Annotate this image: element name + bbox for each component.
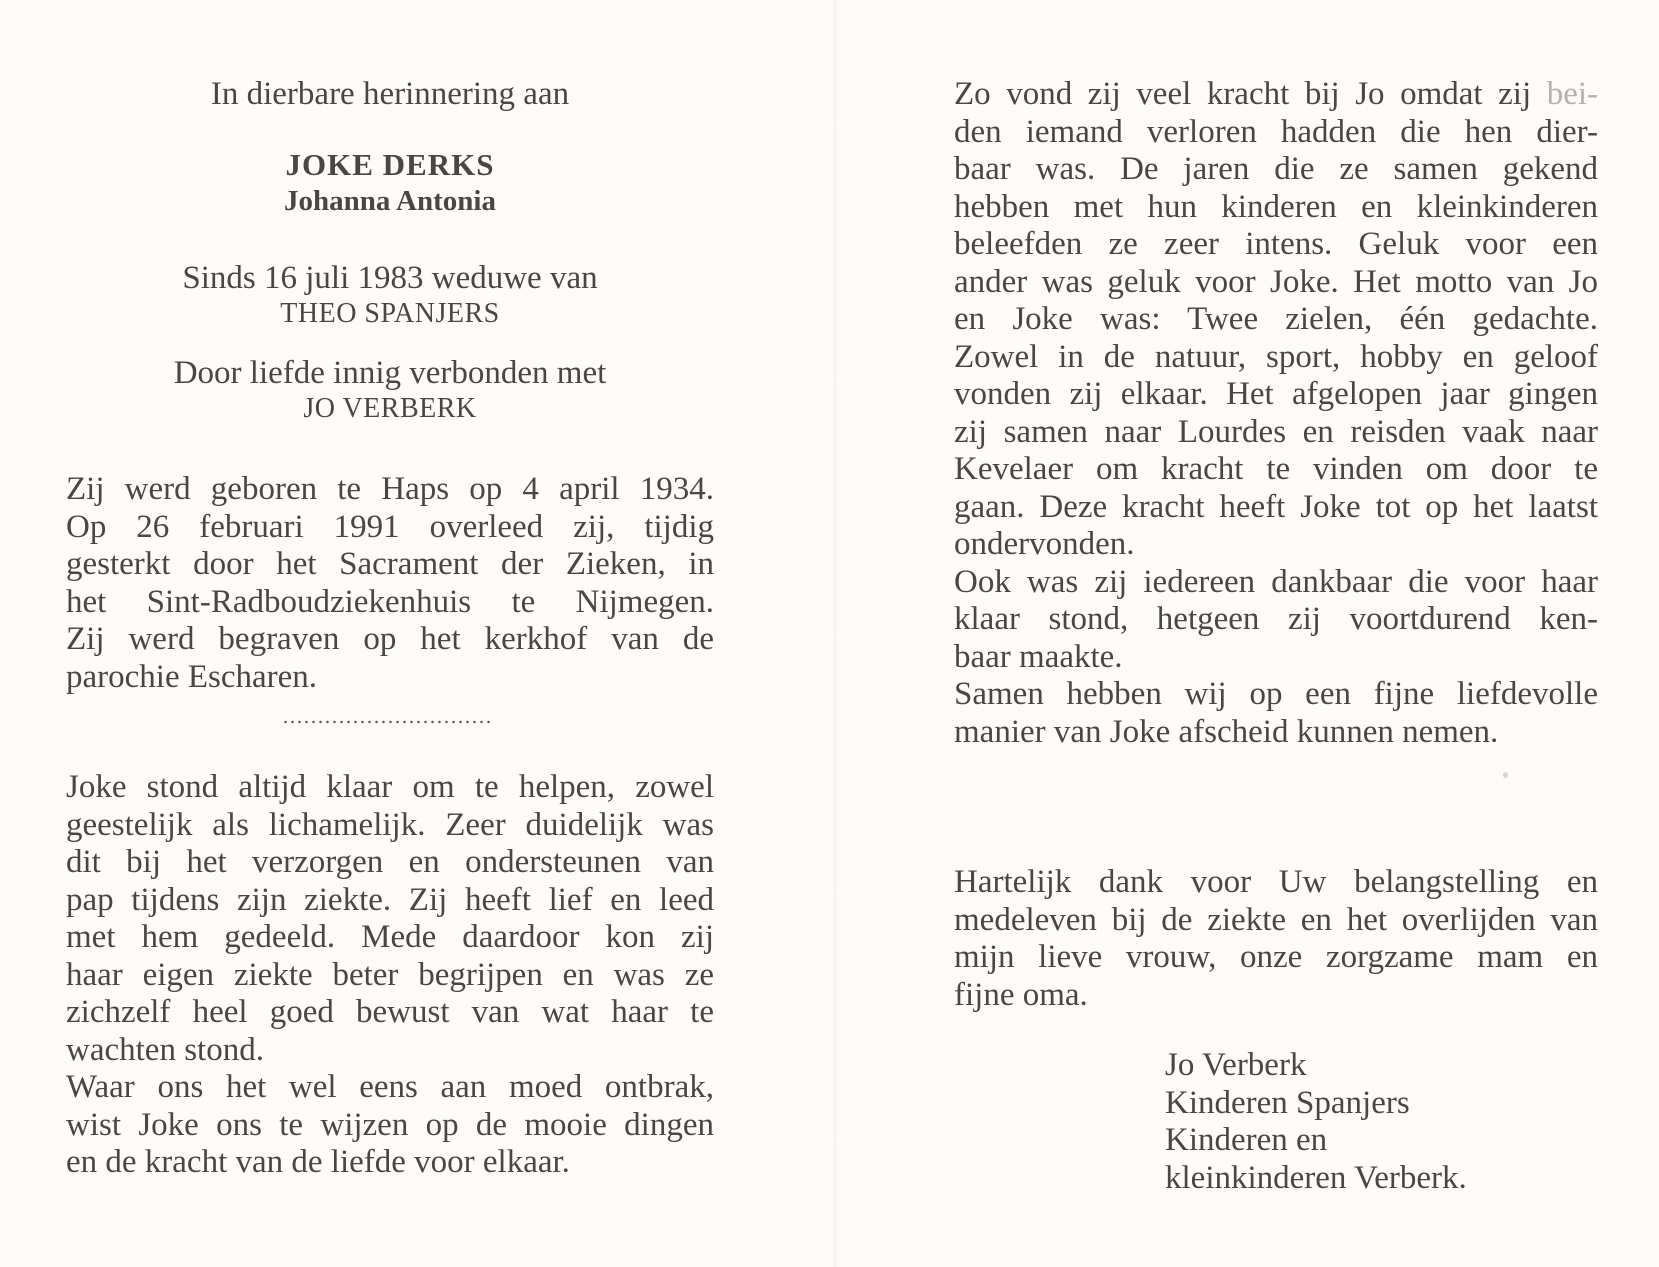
tribute-line: manier van Joke afscheid kunnen nemen. (954, 713, 1499, 750)
tribute-line: hebben met hun kinderen en kleinkinderen (954, 188, 1598, 225)
tribute-line: Waar ons het wel eens aan moed ontbrak, (66, 1069, 714, 1105)
late-husband-name: THEO SPANJERS (280, 298, 500, 329)
bio-line: gesterkt door het Sacrament der Zieken, in (66, 546, 714, 582)
tribute-line: en Joke was: Twee zielen, één gedachte. (954, 301, 1598, 337)
bio-line: Op 26 februari 1991 overleed zij, tijdig (66, 508, 714, 545)
thanks-line: fijne oma. (954, 976, 1088, 1013)
tribute-line: den iemand verloren hadden die hen dier- (954, 113, 1598, 150)
tribute-line: ander was geluk voor Joke. Het motto van Jo (954, 263, 1598, 300)
tribute-line: Joke stond altijd klaar om te helpen, zowel (66, 769, 714, 805)
signature-line: Kinderen Spanjers (1165, 1084, 1410, 1121)
tribute-line: zichzelf heel goed bewust van wat haar te (66, 994, 714, 1030)
tribute-line: dit bij het verzorgen en ondersteunen van (66, 844, 714, 880)
bio-line: Zij werd begraven op het kerkhof van de (66, 621, 714, 657)
tribute-paragraph-right (954, 76, 1598, 751)
tribute-paragraph-left (66, 769, 714, 1182)
biography-paragraph (66, 471, 714, 696)
bond-line: Door liefde innig verbonden met (173, 355, 607, 391)
tribute-first-line-faded: bei- (1546, 76, 1599, 112)
bio-line: het Sint-Radboudziekenhuis te Nijmegen. (66, 583, 714, 620)
tribute-line: klaar stond, hetgeen zij voortdurend ken- (954, 601, 1598, 637)
tribute-line: baar maakte. (954, 638, 1123, 675)
tribute-line: gaan. Deze kracht heeft Joke tot op het laatst (954, 488, 1598, 525)
tribute-line: baar was. De jaren die ze samen gekend (954, 151, 1598, 187)
bio-line: Zij werd geboren te Haps op 4 april 1934. (66, 471, 714, 507)
tribute-line: Samen hebben wij op een fijne liefdevolle (954, 676, 1598, 712)
card-fold-line (833, 0, 837, 1267)
tribute-line: zij samen naar Lourdes en reisden vaak naar (954, 413, 1598, 450)
bio-line: parochie Escharen. (66, 658, 318, 695)
deceased-given-names: Johanna Antonia (284, 185, 496, 217)
widow-block (66, 260, 714, 331)
bond-block (66, 355, 714, 426)
tribute-line: Ook was zij iedereen dankbaar die voor haar (954, 563, 1598, 600)
tribute-line: pap tijdens zijn ziekte. Zij heeft lief en leed (66, 881, 714, 918)
tribute-line: wachten stond. (66, 1031, 264, 1068)
signature-line: Kinderen en (1165, 1122, 1328, 1158)
thanks-paragraph (954, 864, 1598, 1014)
dotted-separator (282, 720, 494, 724)
tribute-line: en de kracht van de liefde voor elkaar. (66, 1144, 570, 1180)
tribute-line: geestelijk als lichamelijk. Zeer duidelijk was (66, 806, 714, 843)
memorial-intro (66, 76, 714, 113)
thanks-line: Hartelijk dank voor Uw belangstelling en (954, 864, 1598, 900)
tribute-line: vonden zij elkaar. Het afgelopen jaar gingen (954, 376, 1598, 412)
partner-name: JO VERBERK (303, 393, 477, 424)
deceased-name: JOKE DERKS (285, 147, 495, 182)
thanks-line: mijn lieve vrouw, onze zorgzame mam en (954, 939, 1598, 975)
thanks-line: medeleven bij de ziekte en het overlijden van (954, 901, 1598, 938)
tribute-line: Kevelaer om kracht te vinden om door te (954, 451, 1598, 487)
signature-line: kleinkinderen Verberk. (1165, 1159, 1467, 1196)
intro-line: In dierbare herinnering aan (210, 76, 570, 112)
tribute-line: beleefden ze zeer intens. Geluk voor een (954, 226, 1598, 262)
signature-block (1165, 1047, 1467, 1197)
signature-line: Jo Verberk (1165, 1047, 1307, 1083)
widow-line: Sinds 16 juli 1983 weduwe van (182, 260, 598, 296)
paper-speck (1503, 772, 1508, 778)
tribute-line-first (954, 76, 1598, 114)
tribute-line: wist Joke ons te wijzen op de mooie dingen (66, 1106, 714, 1143)
tribute-line: haar eigen ziekte beter begrijpen en was ze (66, 956, 714, 993)
tribute-line: met hem gedeeld. Mede daardoor kon zij (66, 919, 714, 955)
deceased-name-block (66, 147, 714, 219)
tribute-line: Zowel in de natuur, sport, hobby en geloof (954, 338, 1598, 375)
tribute-first-line-main: Zo vond zij veel kracht bij Jo omdat zij (954, 76, 1532, 112)
tribute-line: ondervonden. (954, 526, 1135, 562)
